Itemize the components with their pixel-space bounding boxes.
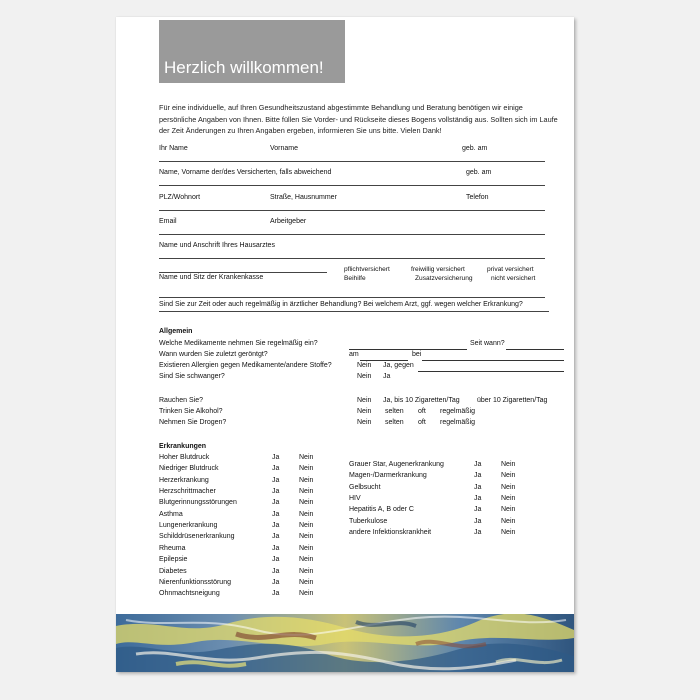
hausarzt-line[interactable] [159,258,545,259]
schwanger-nein[interactable]: Nein [357,373,372,380]
q-allergien: Existieren Allergien gegen Medikamente/andere Stoffe? [159,362,332,369]
erkrankung-nein-option[interactable]: Nein [299,544,314,552]
painting-image [116,614,574,672]
erkrankung-label: Grauer Star, Augenerkrankung [349,461,444,468]
erkrankung-nein-option[interactable]: Nein [299,556,314,564]
allergien-ja-gegen[interactable]: Ja, gegen [383,362,414,369]
label-privat[interactable]: privat versichert [487,266,534,273]
erkrankung-nein-option[interactable]: Nein [501,472,516,480]
drogen-selten[interactable]: selten [385,419,404,426]
intro-text: Für eine individuelle, auf Ihren Gesundheitszustand abgestimmte Behandlung und Beratung benötigen wir einige persönliche Angaben von Ihnen. Bitte füllen Sie Vorder- und Rückseite dieses Bogens vollständig aus. Sollten sich im Laufe der Zeit Änderungen zu Ihren Angaben ergeben, informieren Sie uns bitte. Vielen Dank! [159,103,558,136]
erkrankung-nein-option[interactable]: Nein [299,510,314,518]
rauchen-ueber-10[interactable]: über 10 Zigaretten/Tag [477,397,548,404]
erkrankung-ja-option[interactable]: Ja [272,556,280,564]
erkrankung-ja-option[interactable]: Ja [474,472,482,480]
erkrankung-nein-option[interactable]: Nein [299,533,314,541]
name-line[interactable] [159,161,545,162]
erkrankung-ja-option[interactable]: Ja [474,517,482,525]
erkrankung-label: Lungenerkrankung [159,522,218,530]
erkrankung-ja-option[interactable]: Ja [272,567,280,575]
q-alkohol: Trinken Sie Alkohol? [159,408,223,415]
erkrankung-nein-option[interactable]: Nein [299,499,314,507]
email-line[interactable] [159,234,545,235]
erkrankung-label: Diabetes [159,567,187,575]
label-bei: bei [412,351,422,358]
am-input-line[interactable] [360,360,408,361]
erkrankung-nein-option[interactable]: Nein [501,506,516,514]
bei-input-line[interactable] [422,360,564,361]
allergien-input-line[interactable] [418,371,564,372]
rauchen-bis-10[interactable]: Ja, bis 10 Zigaretten/Tag [383,397,460,404]
alkohol-nein[interactable]: Nein [357,408,372,415]
erkrankung-ja-option[interactable]: Ja [474,506,482,514]
erkrankung-nein-option[interactable]: Nein [299,522,314,530]
label-telefon: Telefon [466,194,489,201]
label-geb-am-2: geb. am [466,169,492,176]
erkrankung-label: Hoher Blutdruck [159,454,210,461]
erkrankung-ja-option[interactable]: Ja [272,499,280,507]
erkrankung-label: andere Infektionskrankheit [349,529,432,537]
q-drogen: Nehmen Sie Drogen? [159,419,227,426]
seit-wann-input-line[interactable] [506,349,564,350]
heading-allgemein: Allgemein [159,328,193,335]
behandlung-line[interactable] [159,311,549,312]
erkrankung-label: Nierenfunktionsstörung [159,578,231,586]
alkohol-selten[interactable]: selten [385,408,404,415]
erkrankung-nein-option[interactable]: Nein [299,590,314,598]
address-line[interactable] [159,210,545,211]
label-ihr-name: Ihr Name [159,145,188,152]
erkrankung-ja-option[interactable]: Ja [272,476,280,484]
erkrankung-label: Magen-/Darmerkrankung [349,472,427,480]
erkrankung-label: Niedriger Blutdruck [159,465,219,473]
erkrankung-ja-option[interactable]: Ja [474,529,482,537]
erkrankung-label: Gelbsucht [349,483,381,491]
erkrankung-ja-option[interactable]: Ja [474,495,482,503]
label-zusatzversicherung[interactable]: Zusatzversicherung [415,274,473,282]
erkrankung-label: Epilepsie [159,556,188,564]
label-plz-wohnort: PLZ/Wohnort [159,194,201,201]
q-rauchen: Rauchen Sie? [159,397,203,404]
q-geroentgt: Wann wurden Sie zuletzt geröntgt? [159,351,268,358]
versicherter-line[interactable] [159,185,545,186]
erkrankung-label: Tuberkulose [349,517,388,525]
label-seit-wann: Seit wann? [470,340,505,347]
q-medikamente: Welche Medikamente nehmen Sie regelmäßig ein? [159,340,318,347]
q-schwanger: Sind Sie schwanger? [159,373,225,380]
painting-strip [116,614,574,672]
erkrankung-nein-option[interactable]: Nein [299,465,314,473]
label-strasse: Straße, Hausnummer [270,194,337,201]
schwanger-ja[interactable]: Ja [383,373,391,380]
erkrankung-label: Asthma [159,510,183,518]
erkrankung-nein-option[interactable]: Nein [501,483,516,491]
erkrankung-nein-option[interactable]: Nein [299,578,314,586]
erkrankung-nein-option[interactable]: Nein [501,461,516,468]
option-privat [487,266,535,283]
erkrankung-nein-option[interactable]: Nein [501,495,516,503]
behandlung-top-line [159,297,545,298]
erkrankung-ja-option[interactable]: Ja [272,465,280,473]
label-krankenkasse: Name und Sitz der Krankenkasse [159,274,264,281]
label-beihilfe[interactable]: Beihilfe [344,274,366,282]
erkrankung-ja-option[interactable]: Ja [272,522,280,530]
label-behandlung: Sind Sie zur Zeit oder auch regelmäßig in ärztlicher Behandlung? Bei welchem Arzt, ggf. wegen welcher Erkrankung? [159,301,523,308]
option-freiwillig [411,266,473,283]
alkohol-oft[interactable]: oft [418,408,426,415]
medikamente-input-line[interactable] [349,349,467,350]
erkrankung-ja-option[interactable]: Ja [474,461,482,468]
erkrankung-label: HIV [349,495,361,503]
erkrankung-ja-option[interactable]: Ja [272,488,280,496]
allergien-nein[interactable]: Nein [357,362,372,369]
form-sheet [116,17,574,672]
erkrankung-ja-option[interactable]: Ja [474,483,482,491]
label-versicherter: Name, Vorname der/des Versicherten, falls abweichend [159,169,332,176]
erkrankung-nein-option[interactable]: Nein [299,567,314,575]
label-vorname: Vorname [270,145,299,152]
erkrankung-label: Hepatitis A, B oder C [349,506,414,514]
drogen-nein[interactable]: Nein [357,419,372,426]
erkrankung-ja-option[interactable]: Ja [272,454,280,461]
erkrankung-label: Schilddrüsenerkrankung [159,533,235,541]
label-hausarzt: Name und Anschrift Ihres Hausarztes [159,242,275,249]
drogen-regelmaessig[interactable]: regelmäßig [440,419,476,426]
label-pflichtversichert[interactable]: pflichtversichert [344,266,390,273]
title-banner [159,20,345,83]
erkrankung-label: Herzschrittmacher [159,488,216,496]
erkrankung-ja-option[interactable]: Ja [272,533,280,541]
erkrankung-ja-option[interactable]: Ja [272,510,280,518]
erkrankung-ja-option[interactable]: Ja [272,544,280,552]
label-am: am [349,351,359,358]
alkohol-regelmaessig[interactable]: regelmäßig [440,408,476,415]
label-freiwillig[interactable]: freiwillig versichert [411,266,465,273]
label-arbeitgeber: Arbeitgeber [270,218,307,225]
heading-erkrankungen: Erkrankungen [159,443,207,450]
erkrankung-nein-option[interactable]: Nein [501,517,516,525]
label-geb-am: geb. am [462,145,488,152]
erkrankung-nein-option[interactable]: Nein [299,454,314,461]
erkrankung-nein-option[interactable]: Nein [501,529,516,537]
erkrankung-ja-option[interactable]: Ja [272,590,280,598]
erkrankung-ja-option[interactable]: Ja [272,578,280,586]
erkrankung-label: Rheuma [159,544,186,552]
erkrankung-label: Herzerkrankung [159,476,209,484]
krankenkasse-line[interactable] [159,272,327,273]
erkrankung-nein-option[interactable]: Nein [299,476,314,484]
erkrankung-label: Blutgerinnungsstörungen [159,499,237,507]
label-nicht-versichert[interactable]: nicht versichert [491,274,536,282]
option-pflichtversichert [344,266,390,283]
erkrankung-nein-option[interactable]: Nein [299,488,314,496]
drogen-oft[interactable]: oft [418,419,426,426]
page-title: Herzlich willkommen! [164,58,324,77]
erkrankung-label: Ohnmachtsneigung [159,590,220,598]
rauchen-nein[interactable]: Nein [357,397,372,404]
label-email: Email [159,218,177,225]
